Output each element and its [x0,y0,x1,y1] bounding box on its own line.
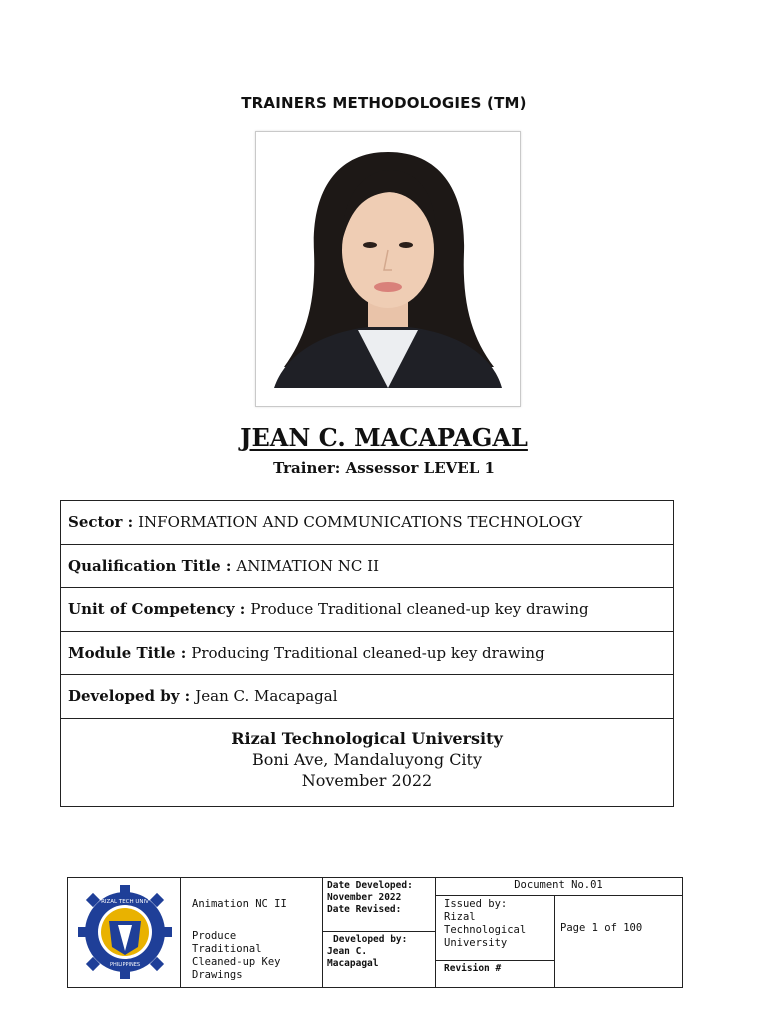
divider [322,878,323,987]
developer-label: Developed by : [68,687,191,706]
divider [435,895,682,896]
document-number: Document No.01 [514,879,603,891]
issued-by-label: Issued by: [444,898,508,910]
trainer-name [0,423,768,452]
date-revised-label: Date Revised: [327,904,402,915]
university-logo [78,885,172,979]
module-line: Drawings [192,969,243,981]
footer-module-title [192,930,320,982]
divider [435,960,554,961]
unit-label: Unit of Competency : [68,600,246,619]
qualification-row [61,545,673,589]
module-line: Cleaned-up Key [192,956,281,968]
issued-by-name: Rizal [444,911,476,923]
developed-by-block [327,934,435,970]
university-name: Rizal Technological University [231,728,503,748]
sector-label: Sector : [68,513,134,532]
divider [180,878,181,987]
page-number: Page 1 of 100 [560,922,643,934]
developer-value: Jean C. Macapagal [195,687,338,706]
issued-by-name: University [444,937,508,949]
qualification-label: Qualification Title : [68,556,232,575]
document-date: November 2022 [301,770,433,790]
university-address: Boni Ave, Mandaluyong City [251,749,483,769]
sector-row [61,501,673,545]
unit-value: Produce Traditional cleaned-up key drawing [250,600,589,619]
trainer-role: Trainer: Assessor LEVEL 1 [273,459,495,477]
module-line: Produce [192,930,237,942]
date-developed-label: Date Developed: [327,880,413,891]
unit-row [61,588,673,632]
module-label: Module Title : [68,643,187,662]
issued-by-name: Technological [444,924,527,936]
module-line: Traditional [192,943,262,955]
document-heading: TRAINERS METHODOLOGIES (TM) [241,94,527,112]
module-row [61,632,673,676]
developed-by-name: Macapagal [327,958,379,969]
developed-by-label: Developed by: [333,934,408,945]
issued-by-block [444,898,554,950]
developer-row [61,675,673,719]
divider [322,931,435,932]
institution-row [61,719,673,806]
qualification-value: ANIMATION NC II [236,556,380,575]
document-control-table [67,877,683,988]
module-value: Producing Traditional cleaned-up key drawing [191,643,545,662]
footer-qualification: Animation NC II [192,898,287,910]
logo-text: RIZAL TECH UNIV [101,899,149,905]
revision-label: Revision # [444,963,502,974]
divider [554,895,555,987]
trainer-photo [255,131,521,407]
module-info-table [60,500,674,807]
portrait-image [256,132,520,406]
trainer-name-text: JEAN C. MACAPAGAL [240,423,528,452]
rtu-seal-icon [78,885,172,979]
date-developed-block [327,880,435,916]
date-developed-value: November 2022 [327,892,402,903]
logo-country: PHILIPPINES [109,962,141,968]
sector-value: INFORMATION AND COMMUNICATIONS TECHNOLOGY [138,513,583,532]
developed-by-name: Jean C. [327,946,368,957]
